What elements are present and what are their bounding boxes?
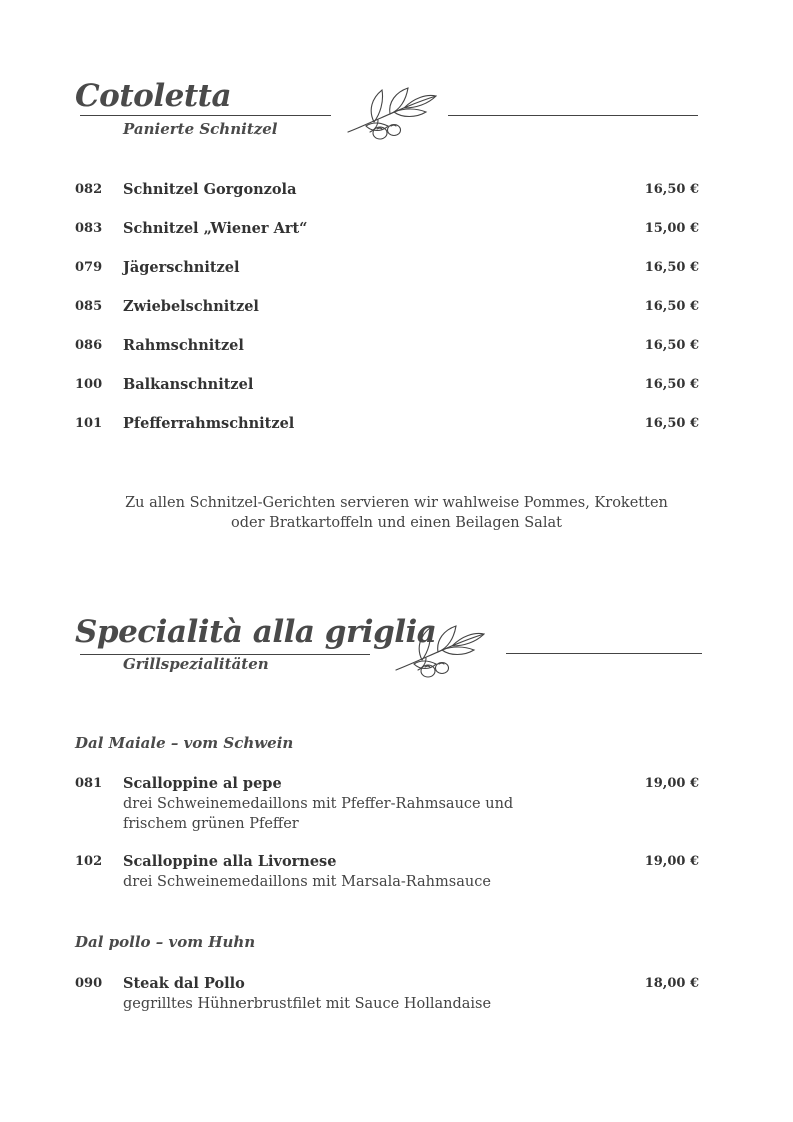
item-price: 16,50 € <box>644 416 699 431</box>
item-name: Schnitzel „Wiener Art“ <box>123 220 308 237</box>
item-price: 16,50 € <box>644 260 699 275</box>
item-price: 15,00 € <box>644 221 699 236</box>
item-name: Rahmschnitzel <box>123 337 244 354</box>
item-price: 19,00 € <box>644 854 699 869</box>
side-dish-note-line2: oder Bratkartoffeln und einen Beilagen Salat <box>231 515 562 531</box>
section-title-griglia: Specialità alla griglia <box>75 614 437 650</box>
title-underline <box>80 115 331 116</box>
section-subtitle: Panierte Schnitzel <box>123 120 278 138</box>
item-name: Pfefferrahmschnitzel <box>123 415 295 432</box>
title-underline-right <box>448 115 698 116</box>
item-price: 16,50 € <box>644 338 699 353</box>
item-name: Scalloppine al pepe <box>123 775 282 792</box>
item-code: 083 <box>75 221 103 236</box>
item-name: Jägerschnitzel <box>123 259 240 276</box>
side-dish-note-line1: Zu allen Schnitzel-Gerichten servieren wir wahlweise Pommes, Kroketten <box>125 495 668 511</box>
item-price: 18,00 € <box>644 976 699 991</box>
item-code: 090 <box>75 976 103 991</box>
item-code: 101 <box>75 416 103 431</box>
item-name: Zwiebelschnitzel <box>123 298 259 315</box>
item-description: gegrilltes Hühnerbrustfilet mit Sauce Hollandaise <box>123 996 492 1012</box>
group-heading-huhn: Dal pollo – vom Huhn <box>75 933 256 951</box>
item-description: drei Schweinemedaillons mit Marsala-Rahmsauce <box>123 874 491 890</box>
item-price: 16,50 € <box>644 299 699 314</box>
item-code: 100 <box>75 377 103 392</box>
item-description: drei Schweinemedaillons mit Pfeffer-Rahmsauce und <box>123 796 514 812</box>
group-heading-schwein: Dal Maiale – vom Schwein <box>75 734 294 752</box>
section-title-cotoletta: Cotoletta <box>75 78 232 114</box>
item-code: 082 <box>75 182 103 197</box>
item-name: Schnitzel Gorgonzola <box>123 181 297 198</box>
item-name: Steak dal Pollo <box>123 975 245 992</box>
title-underline-right <box>506 653 702 654</box>
item-price: 16,50 € <box>644 377 699 392</box>
item-price: 16,50 € <box>644 182 699 197</box>
olive-branch-icon <box>344 84 440 146</box>
item-price: 19,00 € <box>644 776 699 791</box>
item-code: 079 <box>75 260 103 275</box>
item-description: frischem grünen Pfeffer <box>123 816 299 832</box>
item-code: 081 <box>75 776 103 791</box>
item-code: 102 <box>75 854 103 869</box>
item-name: Balkanschnitzel <box>123 376 254 393</box>
section-subtitle: Grillspezialitäten <box>123 655 269 673</box>
olive-branch-icon <box>386 622 494 684</box>
item-code: 086 <box>75 338 103 353</box>
item-name: Scalloppine alla Livornese <box>123 853 337 870</box>
item-code: 085 <box>75 299 103 314</box>
